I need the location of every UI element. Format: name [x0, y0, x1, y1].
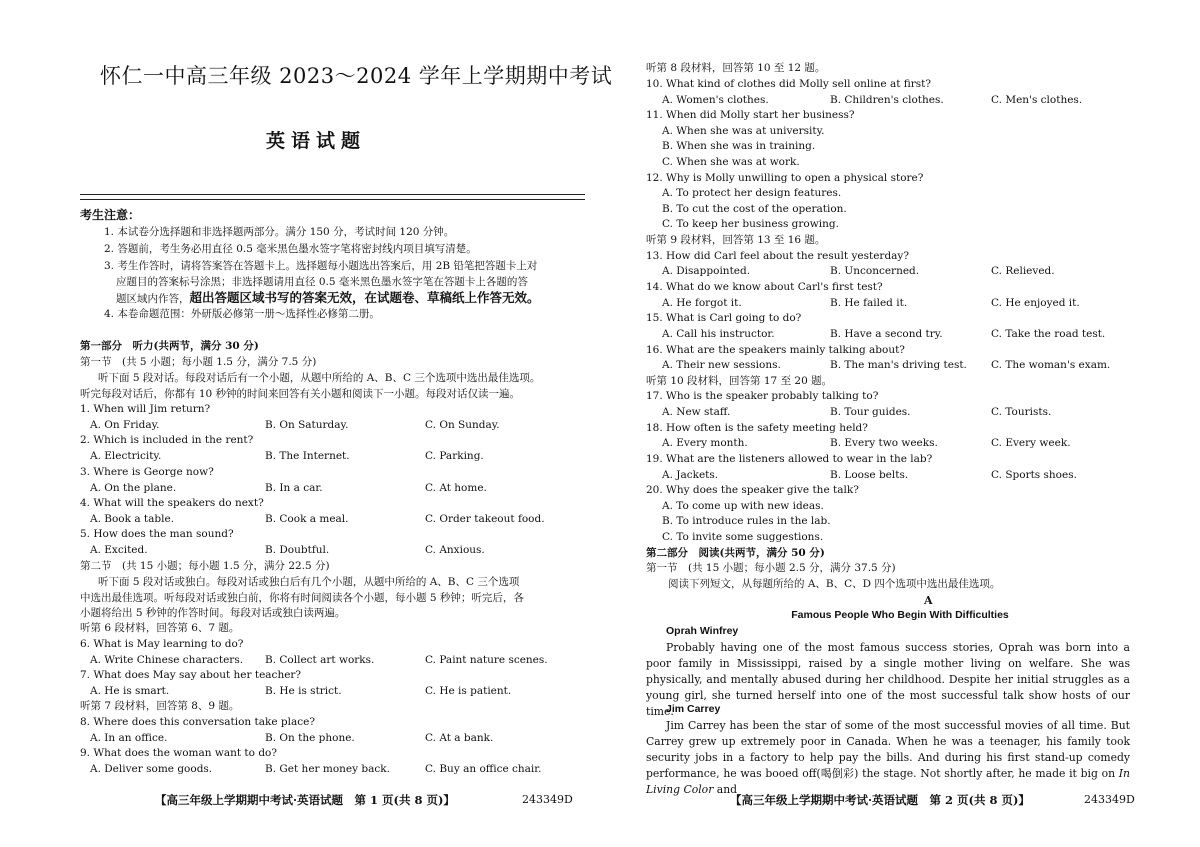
option-a: A. Jackets. [662, 469, 719, 481]
option-a: A. Excited. [90, 544, 148, 556]
option-b: B. To introduce rules in the lab. [662, 515, 831, 527]
divider [80, 199, 585, 200]
section-heading: 第一节 (共 15 小题；每小题 2.5 分，满分 37.5 分) [646, 562, 896, 574]
option-c: C. Sports shoes. [991, 469, 1077, 481]
option-c: C. The woman's exam. [991, 359, 1111, 371]
person-heading: Oprah Winfrey [666, 625, 739, 637]
exam-title: 怀仁一中高三年级 2023～2024 学年上学期期中考试 [100, 64, 613, 88]
section-heading: 第一节 (共 5 小题；每小题 1.5 分，满分 7.5 分) [80, 356, 317, 368]
question: 15. What is Carl going to do? [646, 312, 802, 324]
option-a: A. On the plane. [90, 482, 177, 494]
question: 2. Which is included in the rent? [80, 434, 254, 446]
option-b: B. On the phone. [265, 732, 355, 744]
option-c: C. He enjoyed it. [991, 297, 1080, 309]
instruction-line: 听完每段对话后，你都有 10 秒钟的时间来回答有关小题和阅读下一小题。每段对话仅读一遍。 [80, 388, 521, 400]
option-b: B. The man's driving test. [830, 359, 967, 371]
option-c: C. Anxious. [425, 544, 485, 556]
option-a: A. Call his instructor. [662, 328, 775, 340]
option-a: A. In an office. [90, 732, 168, 744]
option-c: C. On Sunday. [425, 419, 500, 431]
question: 4. What will the speakers do next? [80, 497, 264, 509]
question: 13. How did Carl feel about the result yesterday? [646, 250, 909, 262]
option-b: B. On Saturday. [265, 419, 349, 431]
option-c: C. He is patient. [425, 685, 512, 697]
material-heading: 听第 8 段材料，回答第 10 至 12 题。 [646, 62, 826, 74]
page-2 [600, 0, 1200, 847]
exam-code: 243349D [1084, 793, 1135, 806]
note-line: 4. 本卷命题范围：外研版必修第一册～选择性必修第二册。 [104, 308, 380, 320]
option-a: A. Write Chinese characters. [90, 654, 244, 666]
exam-subtitle: 英语试题 [266, 130, 367, 152]
passage-letter: A [924, 594, 933, 607]
option-c: C. Paint nature scenes. [425, 654, 548, 666]
passage-paragraph: Probably having one of the most famous success stories, Oprah was born into a poor family in Mississippi, raised by a single mother living on welfare. She was physically, and mentally abused during her childhood. Despite her initial struggles as a young girl, she turned herself into one of the most successful talk show hosts of our time. [646, 641, 1130, 718]
exam-code: 243349D [522, 793, 573, 806]
option-a: A. To come up with new ideas. [662, 500, 824, 512]
material-heading: 听第 7 段材料，回答第 8、9 题。 [80, 700, 240, 712]
option-a: A. He forgot it. [662, 297, 742, 309]
page-footer: 【高三年级上学期期中考试·英语试题 第 2 页(共 8 页)】 [730, 793, 1030, 807]
option-c: C. When she was at work. [662, 156, 800, 168]
note-line: 1. 本试卷分选择题和非选择题两部分。满分 150 分，考试时间 120 分钟。 [104, 226, 455, 238]
option-a: A. When she was at university. [662, 125, 825, 137]
show-title: In Living Color [646, 767, 1130, 796]
option-b: B. Collect art works. [265, 654, 375, 666]
question: 9. What does the woman want to do? [80, 747, 277, 759]
page-footer: 【高三年级上学期期中考试·英语试题 第 1 页(共 8 页)】 [155, 793, 455, 807]
option-b: B. When she was in training. [662, 140, 816, 152]
option-b: B. Have a second try. [830, 328, 943, 340]
question: 19. What are the listeners allowed to wear in the lab? [646, 453, 933, 465]
option-a: A. Deliver some goods. [90, 763, 213, 775]
option-c: C. Buy an office chair. [425, 763, 542, 775]
option-c: C. To invite some suggestions. [662, 531, 824, 543]
instruction-line: 阅读下列短文，从每题所给的 A、B、C、D 四个选项中选出最佳选项。 [668, 578, 1001, 590]
question: 18. How often is the safety meeting held? [646, 422, 868, 434]
option-c: C. At home. [425, 482, 487, 494]
material-heading: 听第 6 段材料，回答第 6、7 题。 [80, 622, 240, 634]
note-line: 应题目的答案标号涂黑；非选择题请用直径 0.5 毫米黑色墨水签字笔在答题卡上各题的答 [116, 276, 528, 288]
question: 14. What do we know about Carl's first test? [646, 281, 883, 293]
passage-title: Famous People Who Begin With Difficulties [791, 609, 1009, 621]
passage-paragraph [646, 718, 1130, 798]
option-b: B. Doubtful. [265, 544, 330, 556]
option-b: B. Unconcerned. [830, 265, 920, 277]
option-c: C. Take the road test. [991, 328, 1106, 340]
option-a: A. Their new sessions. [662, 359, 781, 371]
option-a: A. Electricity. [90, 450, 162, 462]
option-b: B. The Internet. [265, 450, 350, 462]
option-a: A. Disappointed. [662, 265, 751, 277]
option-a: A. On Friday. [90, 419, 160, 431]
instruction-line: 小题将给出 5 秒钟的作答时间。每段对话或独白读两遍。 [80, 607, 346, 619]
question: 11. When did Molly start her business? [646, 109, 855, 121]
option-c: C. Every week. [991, 437, 1071, 449]
option-b: B. Loose belts. [830, 469, 909, 481]
instruction-line: 听下面 5 段对话。每段对话后有一个小题，从题中所给的 A、B、C 三个选项中选出最佳选项。 [98, 372, 541, 384]
option-b: B. Every two weeks. [830, 437, 938, 449]
option-c: C. To keep her business growing. [662, 218, 839, 230]
option-c: C. Order takeout food. [425, 513, 545, 525]
note-emphasis: 超出答题区域书写的答案无效，在试题卷、草稿纸上作答无效。 [189, 290, 540, 305]
question: 3. Where is George now? [80, 466, 214, 478]
notes-title: 考生注意： [80, 208, 141, 222]
option-c: C. Men's clothes. [991, 94, 1083, 106]
instruction-line: 中选出最佳选项。听每段对话或独白前，你将有时间阅读各个小题，每小题 5 秒钟；听完后，各 [80, 592, 524, 604]
question: 7. What does May say about her teacher? [80, 669, 302, 681]
option-b: B. In a car. [265, 482, 323, 494]
option-c: C. Tourists. [991, 406, 1052, 418]
question: 20. Why does the speaker give the talk? [646, 484, 859, 496]
option-b: B. Children's clothes. [830, 94, 944, 106]
note-line-text: 题区域内作答， [116, 293, 190, 305]
note-line: 2. 答题前，考生务必用直径 0.5 毫米黑色墨水签字笔将密封线内项目填写清楚。 [104, 243, 477, 255]
question: 17. Who is the speaker probably talking to? [646, 390, 879, 402]
section-heading: 第二节 (共 15 小题；每小题 1.5 分，满分 22.5 分) [80, 560, 330, 572]
question: 1. When will Jim return? [80, 403, 211, 415]
question: 8. Where does this conversation take place? [80, 716, 315, 728]
question: 12. Why is Molly unwilling to open a physical store? [646, 172, 924, 184]
passage-text: Jim Carrey has been the star of some of the most successful movies of all time. But Carrey grew up extremely poor in Canada. When he was a teenager, his family took security jobs in a factory to help pay the bills. And during his first stand-up comedy performance, he was booed off(喝倒彩) the stage. Not shortly after, he made it big on [646, 719, 1130, 780]
option-a: A. Book a table. [90, 513, 175, 525]
option-b: B. Get her money back. [265, 763, 390, 775]
option-b: B. He is strict. [265, 685, 342, 697]
option-b: B. He failed it. [830, 297, 908, 309]
option-b: B. Tour guides. [830, 406, 911, 418]
option-c: C. At a bank. [425, 732, 494, 744]
option-a: A. Women's clothes. [662, 94, 769, 106]
question: 6. What is May learning to do? [80, 638, 244, 650]
option-b: B. Cook a meal. [265, 513, 349, 525]
option-a: A. To protect her design features. [662, 187, 842, 199]
part-heading: 第二部分 阅读(共两节，满分 50 分) [646, 547, 825, 559]
note-line: 3. 考生作答时，请将答案答在答题卡上。选择题每小题选出答案后，用 2B 铅笔把答题卡上对 [104, 260, 538, 272]
instruction-line: 听下面 5 段对话或独白。每段对话或独白后有几个小题，从题中所给的 A、B、C 三个选项 [98, 576, 520, 588]
divider [80, 194, 585, 195]
material-heading: 听第 9 段材料，回答第 13 至 16 题。 [646, 234, 826, 246]
note-line [116, 288, 540, 306]
question: 5. How does the man sound? [80, 528, 234, 540]
option-b: B. To cut the cost of the operation. [662, 203, 847, 215]
question: 10. What kind of clothes did Molly sell online at first? [646, 78, 932, 90]
option-a: A. He is smart. [90, 685, 170, 697]
material-heading: 听第 10 段材料，回答第 17 至 20 题。 [646, 375, 833, 387]
person-heading: Jim Carrey [666, 703, 721, 715]
option-c: C. Parking. [425, 450, 484, 462]
option-c: C. Relieved. [991, 265, 1055, 277]
passage-text: and [713, 783, 738, 796]
question: 16. What are the speakers mainly talking about? [646, 344, 905, 356]
part-heading: 第一部分 听力(共两节，满分 30 分) [80, 340, 259, 352]
option-a: A. Every month. [662, 437, 748, 449]
option-a: A. New staff. [662, 406, 731, 418]
